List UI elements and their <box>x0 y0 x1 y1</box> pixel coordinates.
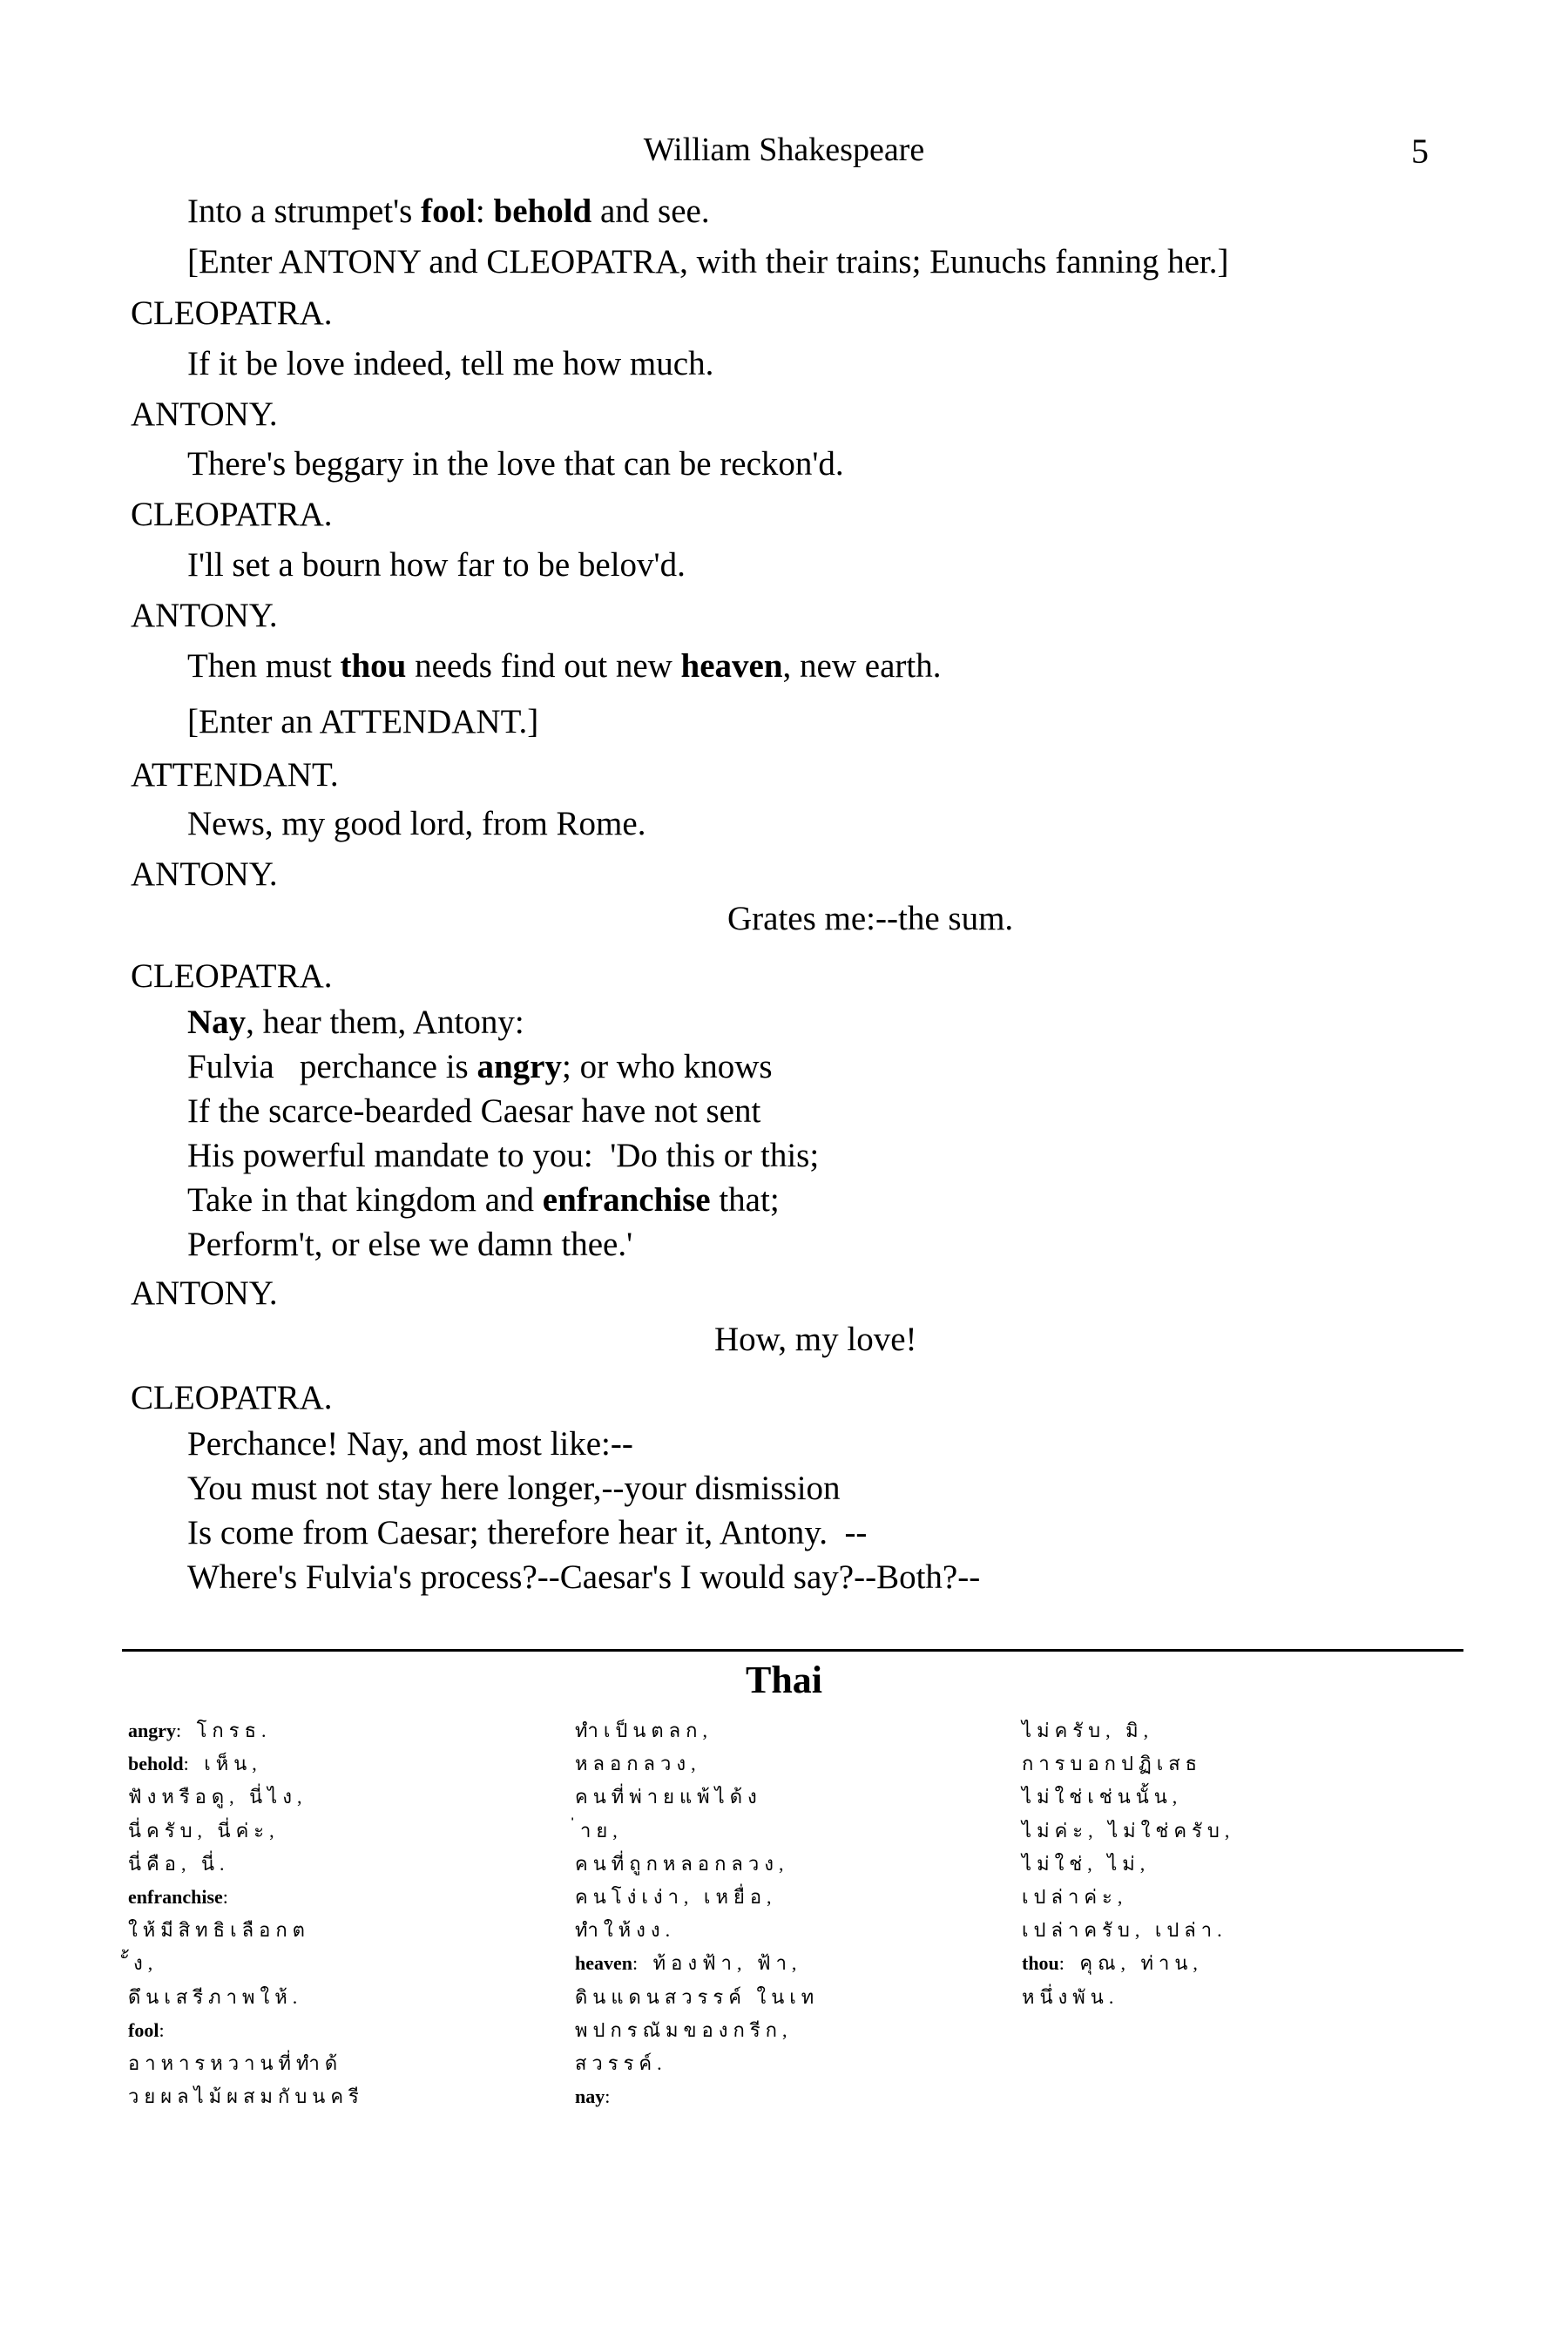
glossary-definition: : โกรธ. <box>176 1720 272 1741</box>
glossary-definition: ่าย, <box>575 1819 623 1842</box>
glossary-entry-line <box>575 1714 1010 1747</box>
verse-line: If the scarce-bearded Caesar have not sent <box>187 1092 761 1130</box>
glossary-definition: หลอกลวง, <box>575 1753 701 1775</box>
glossary-definition: ทำเป็นตลก, <box>575 1720 713 1741</box>
glossary-entry-line <box>575 1881 1010 1914</box>
glossary-entry-line <box>128 1714 546 1747</box>
glossary-entry-line <box>575 2014 1010 2047</box>
glossary-headword: angry <box>128 1720 176 1741</box>
glossary-definition: ให้มีสิทธิเลือกต <box>128 1919 310 1942</box>
glossary-entry-line <box>1022 1914 1475 1947</box>
glossary-entry-line <box>1022 1714 1475 1747</box>
glossary-definition: : ท้องฟ้า, ฟ้า, <box>632 1952 802 1975</box>
speaker-name: ANTONY. <box>131 1274 278 1312</box>
glossary-definition: : คุณ, ท่าน, <box>1058 1952 1203 1975</box>
glossary-entry-line <box>1022 1747 1475 1781</box>
glossary-entry-line <box>1022 1781 1475 1814</box>
glossary-entry-line <box>575 1781 1010 1814</box>
glossary-column-3 <box>1022 1714 1475 2014</box>
glossary-entry-line <box>1022 1981 1475 2014</box>
verse-line: Into a strumpet's fool: behold and see. <box>187 193 710 230</box>
glossary-title: Thai <box>745 1659 823 1701</box>
verse-line: Perchance! Nay, and most like:-- <box>187 1425 633 1463</box>
glossary-entry-line <box>128 2080 546 2113</box>
glossed-word-behold: behold <box>493 193 592 230</box>
glossary-definition: เปล่าค่ะ, <box>1022 1885 1128 1908</box>
glossary-entry-line <box>1022 1815 1475 1848</box>
glossary-definition: คนที่พ่ายแพ้ได้ง <box>575 1786 762 1808</box>
glossary-entry-line <box>128 1848 546 1881</box>
verse-line: You must not stay here longer,--your dismission <box>187 1470 841 1507</box>
glossary-definition: : <box>605 2085 616 2108</box>
glossary-entry-line <box>575 1747 1010 1781</box>
glossary-entry-line <box>575 1947 1010 1980</box>
glossary-definition: ั้ง, <box>128 1952 159 1975</box>
glossary-definition: ไม่ใช่เช่นนั้น, <box>1022 1786 1183 1808</box>
verse-line: Grates me:--the sum. <box>727 900 1014 937</box>
glossary-entry-line <box>575 2080 1010 2113</box>
glossary-entry-line <box>1022 1848 1475 1881</box>
glossary-headword: heaven <box>575 1952 632 1975</box>
glossary-definition: คนที่ถูกหลอกลวง, <box>575 1852 789 1875</box>
verse-line: There's beggary in the love that can be reckon'd. <box>187 445 844 483</box>
glossary-entry-line <box>128 1781 546 1814</box>
verse-line: News, my good lord, from Rome. <box>187 805 646 842</box>
speaker-name: CLEOPATRA. <box>131 1379 333 1416</box>
glossed-word-nay: Nay <box>187 1004 247 1041</box>
verse-line: Is come from Caesar; therefore hear it, Antony. -- <box>187 1514 868 1551</box>
glossary-definition: ฟังหรือดู, นี่ไง, <box>128 1786 308 1808</box>
speaker-name: CLEOPATRA. <box>131 294 333 332</box>
running-header-author: William Shakespeare <box>643 132 925 168</box>
stage-direction: [Enter ANTONY and CLEOPATRA, with their trains; Eunuchs fanning her.] <box>187 243 1229 280</box>
verse-line: Perform't, or else we damn thee.' <box>187 1226 633 1263</box>
glossary-entry-line <box>1022 1947 1475 1980</box>
glossary-entry-line <box>575 1981 1010 2014</box>
glossary-definition: นี่ครับ, นี่ค่ะ, <box>128 1819 280 1842</box>
glossary-definition: นี่คือ, นี่. <box>128 1852 230 1875</box>
speaker-name: ANTONY. <box>131 855 278 893</box>
glossary-definition: : เห็น, <box>183 1753 262 1775</box>
glossary-entry-line <box>575 1914 1010 1947</box>
glossary-entry-line <box>128 1747 546 1781</box>
glossed-word-enfranchise: enfranchise <box>542 1181 711 1219</box>
footnote-divider <box>122 1649 1463 1652</box>
page-number: 5 <box>1411 132 1429 171</box>
glossary-entry-line <box>128 1881 546 1914</box>
glossary-entry-line <box>575 1848 1010 1881</box>
glossary-headword: behold <box>128 1753 184 1775</box>
glossary-definition: : <box>222 1885 233 1908</box>
verse-line: How, my love! <box>714 1321 917 1358</box>
glossary-definition: ดินแดนสวรรค์ ในเท <box>575 1985 820 2008</box>
glossary-entry-line <box>128 1815 546 1848</box>
verse-line: Then must thou needs find out new heaven, new earth. <box>187 647 942 685</box>
speaker-name: ATTENDANT. <box>131 756 339 794</box>
verse-line: Where's Fulvia's process?--Caesar's I would say?--Both?-- <box>187 1558 981 1596</box>
glossary-definition: เปล่าครับ, เปล่า. <box>1022 1919 1227 1942</box>
glossed-word-thou: thou <box>340 647 407 685</box>
glossary-definition: วยผลไม้ผสมกับนครี <box>128 2085 364 2108</box>
verse-line: If it be love indeed, tell me how much. <box>187 345 714 382</box>
glossary-definition: คนโง่เง่า, เหยื่อ, <box>575 1885 777 1908</box>
glossary-entry-line <box>575 2047 1010 2080</box>
glossary-entry-line <box>128 2047 546 2080</box>
glossary-definition: ไม่ค่ะ, ไม่ใช่ครับ, <box>1022 1819 1235 1842</box>
glossary-definition: การบอกปฏิเสธ <box>1022 1753 1203 1775</box>
glossed-word-heaven: heaven <box>680 647 783 685</box>
speaker-name: CLEOPATRA. <box>131 957 333 995</box>
glossary-definition: ดึนเสรีภาพให้. <box>128 1985 303 2008</box>
glossary-entry-line <box>128 1981 546 2014</box>
glossed-word-fool: fool <box>421 193 476 230</box>
verse-line: Take in that kingdom and enfranchise that; <box>187 1181 780 1219</box>
glossary-definition: ไม่ครับ, มิ, <box>1022 1720 1154 1741</box>
glossary-definition: ทำให้งง. <box>575 1919 676 1942</box>
glossary-entry-line <box>128 2014 546 2047</box>
speaker-name: ANTONY. <box>131 597 278 634</box>
glossary-definition: อาหารหวานที่ทำด้ <box>128 2051 343 2074</box>
glossary-headword: enfranchise <box>128 1885 223 1908</box>
verse-line: His powerful mandate to you: 'Do this or this; <box>187 1137 820 1174</box>
speaker-name: CLEOPATRA. <box>131 496 333 533</box>
glossary-definition: สวรรค์. <box>575 2051 667 2074</box>
glossary-headword: fool <box>128 2018 159 2041</box>
glossary-definition: ไม่ใช่, ไม่, <box>1022 1852 1151 1875</box>
glossary-definition: พปกรณัมของกรีก, <box>575 2018 793 2041</box>
speaker-name: ANTONY. <box>131 395 278 433</box>
glossary-definition: : <box>159 2018 170 2041</box>
glossary-headword: thou <box>1022 1952 1059 1975</box>
stage-direction: [Enter an ATTENDANT.] <box>187 703 539 740</box>
verse-line: I'll set a bourn how far to be belov'd. <box>187 546 686 584</box>
glossary-headword: nay <box>575 2085 605 2108</box>
verse-line: Fulvia perchance is angry; or who knows <box>187 1048 773 1085</box>
glossary-definition: หนึ่งพัน. <box>1022 1985 1119 2008</box>
glossary-entry-line <box>128 1947 546 1980</box>
glossary-entry-line <box>575 1815 1010 1848</box>
glossary-column-1 <box>128 1714 546 2113</box>
glossary-entry-line <box>128 1914 546 1947</box>
verse-line: Nay, hear them, Antony: <box>187 1004 524 1041</box>
glossed-word-angry: angry <box>476 1048 562 1085</box>
glossary-entry-line <box>1022 1881 1475 1914</box>
glossary-column-2 <box>575 1714 1010 2113</box>
